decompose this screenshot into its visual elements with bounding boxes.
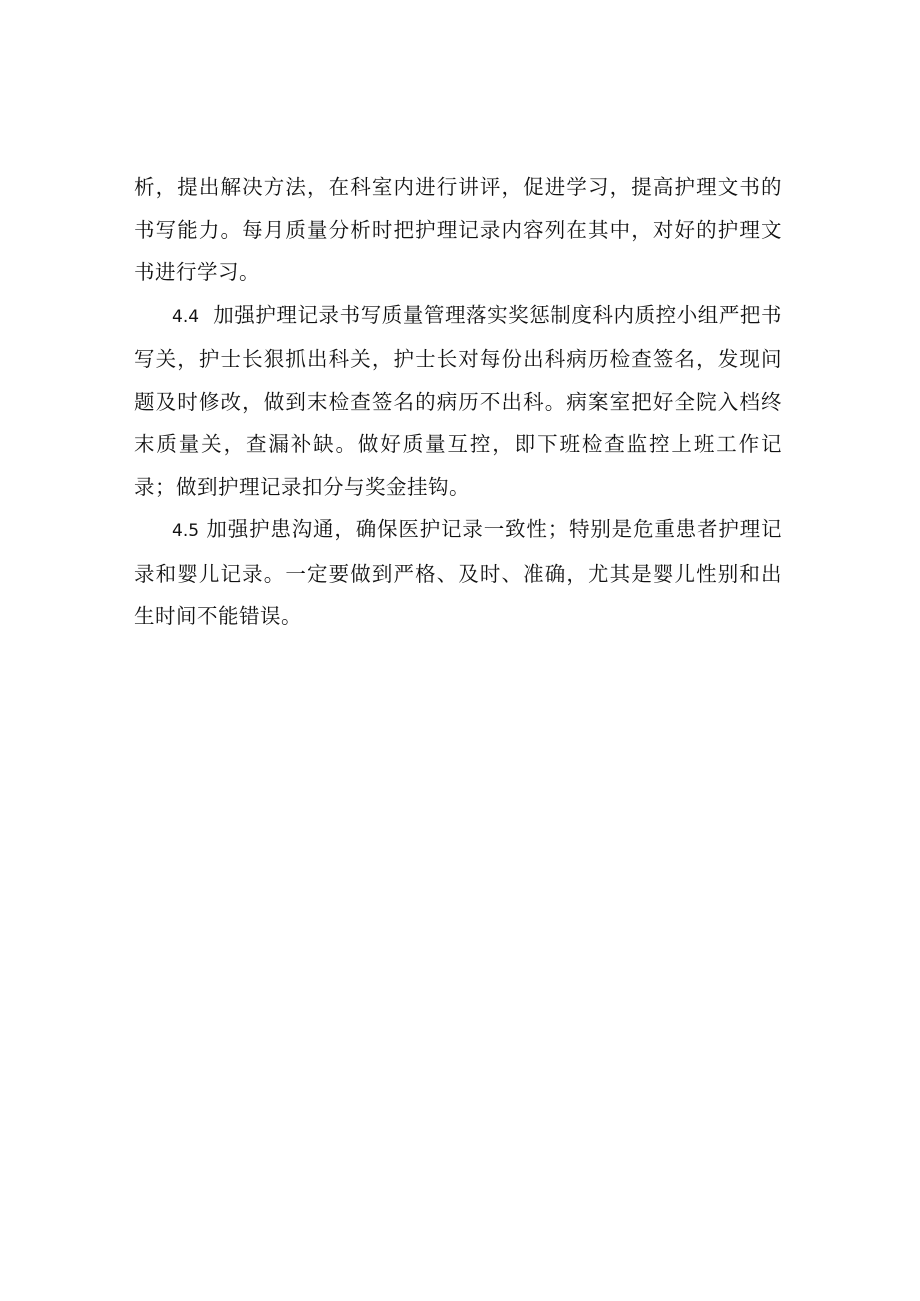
paragraph-text: 析，提出解决方法，在科室内进行讲评，促进学习，提高护理文书的书写能力。每月质量分析时把护理记录内容列在其中，对好的护理文书进行学习。 bbox=[134, 175, 782, 284]
section-number: 4.4 bbox=[172, 306, 200, 327]
paragraph-text: 加强护患沟通，确保医护记录一致性；特别是危重患者护理记录和婴儿记录。一定要做到严格、及时、准确，尤其是婴儿性别和出生时间不能错误。 bbox=[134, 517, 782, 628]
body-text bbox=[134, 166, 782, 638]
paragraph-4-5 bbox=[134, 508, 782, 638]
paragraph-text: 加强护理记录书写质量管理落实奖惩制度科内质控小组严把书写关，护士长狠抓出科关，护士长对每份出科病历检查签名，发现问题及时修改，做到末检查签名的病历不出科。病案室把好全院入档终末质量关，查漏补缺。做好质量互控，即下班检查监控上班工作记录；做到护理记录扣分与奖金挂钩。 bbox=[134, 302, 782, 499]
paragraph-continuation bbox=[134, 166, 782, 294]
section-number: 4.5 bbox=[172, 521, 200, 541]
paragraph-4-4 bbox=[134, 294, 782, 509]
